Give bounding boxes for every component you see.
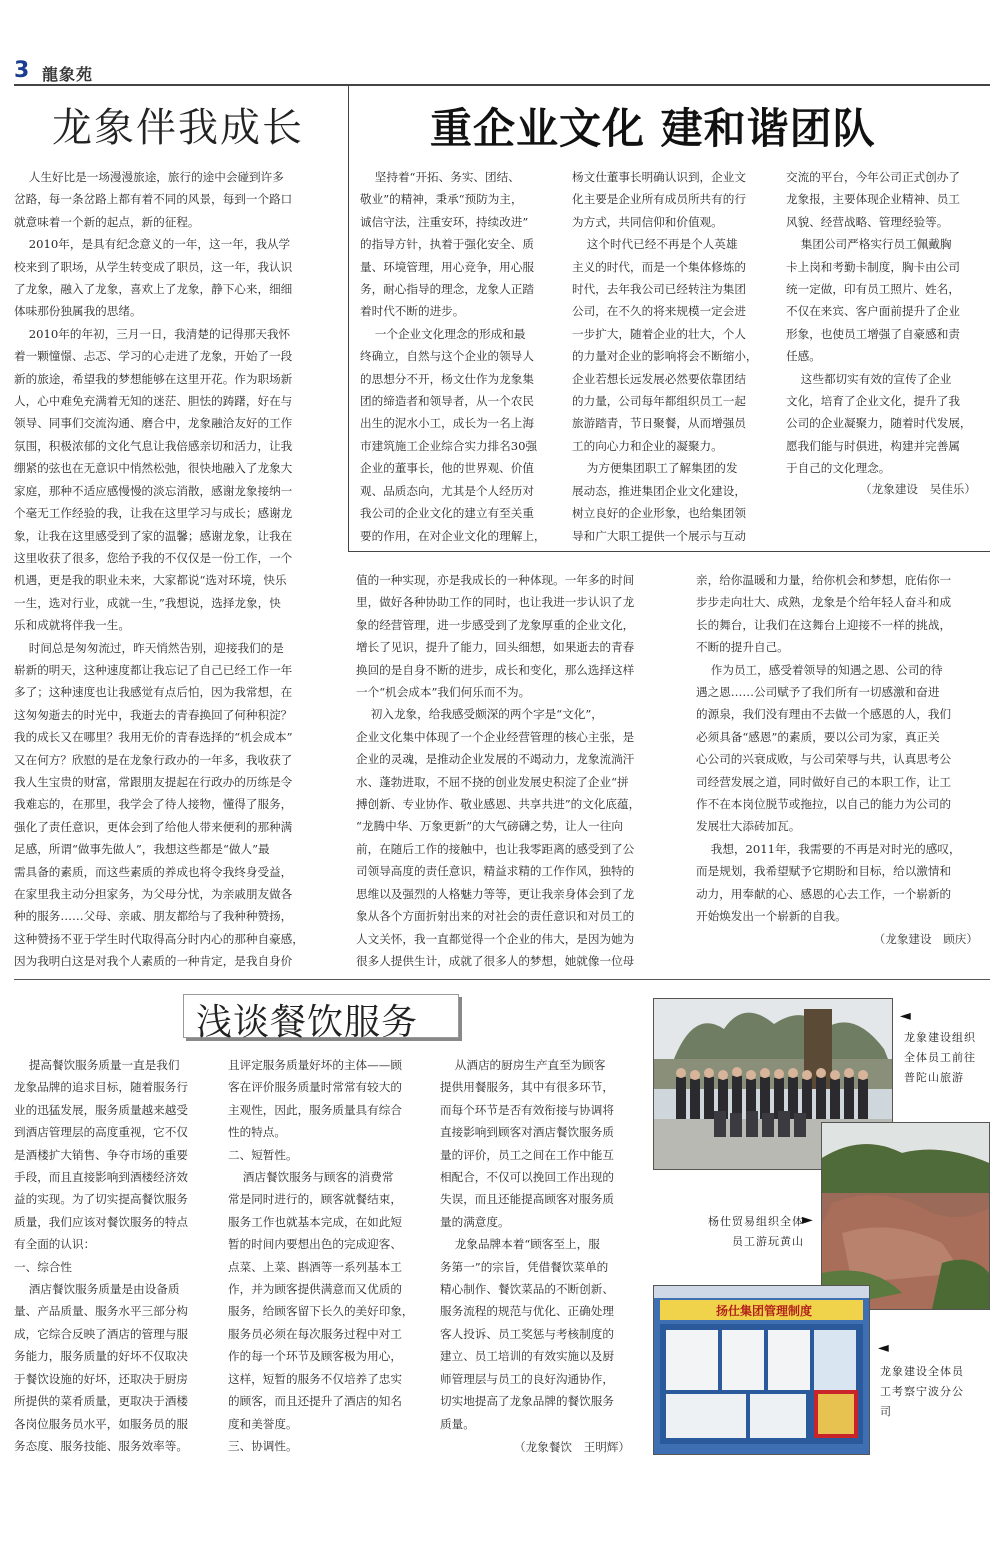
article2-title: 重企业文化 建和谐团队: [430, 104, 876, 153]
article1-column-2: 值的一种实现，亦是我成长的一种体现。一年多的时间 里，做好各种协助工作的同时，也让我进一步认识了龙 象的经营管理，进一步感受到了龙象厚重的企业文化， 增长了见识，提升了能力，回头细想，如果逝去的青春 换回的是自身不断的进步，成长和变化，那么选择这样 一个“机会成本”我们何乐而不为。 初入龙象，给我感受颇深的两个字是“文化”， 企业文化集中体现了一个企业经营管理的核心主张，是 企业的灵魂，是推动企业发展的不竭动力，龙象流淌汗 水、蓬勃进取，不屈不挠的创业发展史积淀了企业“拼 搏创新、专业协作、敬业感恩、共享共进”的文化底蕴， “龙腾中华、万象更新”的大气磅礴之势，让人一往向 前，在随后工作的接触中，也让我零距离的感受到了公 司领导高度的责任意识，精益求精的工作作风，独特的 思维以及强烈的人格魅力等等，更让我亲身体会到了龙 象从各个方面折射出来的对社会的责任意识和对员工的 人文关怀，我一直都觉得一个企业的伟大，是因为她为 很多人提供生计，成就了很多人的梦想，她就像一位母: [356, 573, 641, 968]
article1-column-3: 亲，给你温暖和力量，给你机会和梦想，庇佑你一 步步走向壮大、成熟，龙象是个给年轻人奋斗和成 长的舞台，让我们在这舞台上迎接不一样的挑战， 不断的提升自己。 作为员工，感受着领导的知遇之恩、公司的待 遇之恩……公司赋予了我们所有一切感激和奋进 的源泉，我们没有理由不去做一个感恩的人，我们 必须具备“感恩”的素质，要以公司为家，真正关 心公司的兴衰成败，与公司荣辱与共，认真思考公 司经营发展之道，同时做好自己的本职工作，让工 作不在本岗位脱节或拖拉，以自己的能力为公司的 发展壮大添砖加瓦。 我想，2011年，我需要的不再是对时光的感叹， 而是规划，我希望赋予它期盼和目标，给以激情和 动力，用奉献的心、感恩的心去工作，一个崭新的 开始焕发出一个崭新的自我。: [696, 573, 961, 924]
page-number: 3: [14, 58, 30, 83]
mountain-photo-art: [822, 1123, 989, 1309]
article3-column-2: 且评定服务质量好坏的主体——顾 客在评价服务质量时常常有较大的 主观性，因此，服务质量具有综合 性的特点。 二、短暂性。 酒店餐饮服务与顾客的消费常 常是同时进行的，顾客就餐结束， 服务工作也就基本完成，在如此短 暂的时间内要想出色的完成迎客、 点菜、上菜、斟酒等一系列基本工 作，并为顾客提供满意而又优质的 服务，给顾客留下长久的美好印象， 服务员必须在每次服务过程中对工 作的每一个环节及顾客极为用心， 这样，短暂的服务不仅培养了忠实 的顾客，而且还提升了酒店的知名 度和美誉度。 三、协调性。: [228, 1058, 414, 1453]
mountain-photo-huangshan: [821, 1122, 990, 1310]
section-rule: [14, 979, 990, 980]
article2-frame-left: [348, 86, 349, 552]
caption2-arrow-icon: ►: [802, 1212, 813, 1228]
article2-column-3: 交流的平台，今年公司正式创办了 龙象报，主要体现企业精神、员工 风貌、经营战略、管理经验等。 集团公司严格实行员工佩戴胸 卡上岗和考勤卡制度，胸卡由公司 统一定做，印有员工照片、姓名， 不仅在来宾、客户面前提升了企业 形象，也使员工增强了自豪感和责 任感。 这些都切实有效的宣传了企业 文化，培育了企业文化，提升了我 公司的企业凝聚力，随着时代发展， 愿我们能与时俱进，构建并完善属 于自己的文化理念。: [786, 170, 972, 476]
article2-frame-bottom: [348, 551, 990, 552]
caption-ningbo: 龙象建设全体员 工考察宁波分公 司: [880, 1365, 964, 1418]
article3-column-3: 从酒店的厨房生产直至为顾客 提供用餐服务，其中有很多环节， 而每个环节是否有效衔接与协调将 直接影响到顾客对酒店餐饮服务质 量的评价，员工之间在工作中能互 相配合，不仅可以挽回工作出现的 失误，而且还能提高顾客对服务质 量的满意度。 龙象品牌本着“顾客至上，服 务第一”的宗旨，凭借餐饮菜单的 精心制作、餐饮菜品的不断创新、 服务流程的规范与优化、正确处理 客人投诉、员工奖惩与考核制度的 建立、员工培训的有效实施以及厨 师管理层与员工的良好沟通协作， 切实地提高了龙象品牌的餐饮服务 质量。: [440, 1058, 614, 1431]
notice-board-photo: [653, 1285, 870, 1455]
article1-signature: （龙象建设 顾庆）: [873, 932, 978, 946]
article1-column-1: 人生好比是一场漫漫旅途，旅行的途中会碰到许多 岔路，每一条岔路上都有着不同的风景，每到一个路口 就意味着一个新的起点，新的征程。 2010年，是具有纪念意义的一年，这一年，我从学 校来到了职场，从学生转变成了职员，这一年，我认识 了龙象，融入了龙象，喜欢上了龙象，静下心来，细细 体味那份独属我的思绪。 2010年的年初，三月一日，我清楚的记得那天我怀 着一颗憧憬、忐忑、学习的心走进了龙象，开始了一段 新的旅途，希望我的梦想能够在这里开花。作为职场新 人，心中难免充满着无知的迷茫、胆怯的踌躇，好在与 领导、同事们交流沟通、磨合中，龙象融洽友好的工作 氛围，积极浓郁的文化气息让我倍感亲切和活力，让我 绷紧的弦也在无意识中悄然松弛，很快地融入了龙象大 家庭，那种不适应感慢慢的淡忘消散，感谢龙象接纳一 个毫无工作经验的我，让我在这里学习与成长；感谢龙 象，让我在这里感受到了家的温馨；感谢龙象，让我在 这里收获了很多，您给予我的不仅仅是一份工作，一个 机遇，更是我的职业未来，大家都说“选对环境，快乐 一生，选对行业，成就一生，”我想说，选择龙象，快 乐和成就将伴我一生。 时间总是匆匆流过，昨天悄然告别，迎接我们的是 崭新的明天，这种速度都让我忘记了自己已经工作一年 多了；这种速度也让我感觉有点后怕，因为我常想，在 这匆匆逝去的时光中，我逝去的青春换回了何种积淀？ 我的成长又在哪里？我用无价的青春选择的“机会成本” 又在何方？欣慰的是在龙象行政办的一年多，我收获了 我人生宝贵的财富，常跟朋友提起在行政办的历练是令 我难忘的，在那里，我学会了待人接物，懂得了服务， 强化了责任意识，更体会到了给他人带来便利的那种满 足感，所谓“做事先做人”，我想这些都是“做人”最 需具备的素质，而这些素质的养成也将令我终身受益， 在家里我主动分担家务，为父母分忧，为亲戚朋友做各 种的服务……父母、亲戚、朋友都给与了我种种赞扬， 这种赞扬不亚于学生时代取得高分时内心的那种自豪感， 因为我明白这是对我个人素质的一种肯定，是我自身价: [14, 170, 304, 969]
caption3-arrow-icon: ◄: [878, 1340, 889, 1356]
caption-putuoshan: 龙象建设组织 全体员工前往 普陀山旅游: [904, 1031, 976, 1084]
article2-column-2: 杨文仕董事长明确认识到，企业文 化主要是企业所有成员所共有的行 为方式，共同信仰和价值观。 这个时代已经不再是个人英雄 主义的时代，而是一个集体修炼的 时代，去年我公司已经转注为集团 公司，在不久的将来规模一定会进 一步扩大，随着企业的壮大，个人 的力量对企业的影响将会不断缩小， 企业若想长远发展必然要依靠团结 的力量，公司每年都组织员工一起 旅游踏青，节日聚餐，从而增强员 工的向心力和企业的凝聚力。 为方便集团职工了解集团的发 展动态，推进集团企业文化建设， 树立良好的企业形象，也给集团领 导和广大职工提供一个展示与互动: [572, 170, 758, 543]
article1-title: 龙象伴我成长: [52, 105, 304, 151]
notice-board-title: 扬仕集团管理制度: [715, 1304, 812, 1318]
caption1-arrow-icon: ◄: [900, 1008, 911, 1024]
article3-signature: （龙象餐饮 王明辉）: [514, 1440, 630, 1454]
caption-huangshan: 杨仕贸易组织全体 员工游玩黄山: [708, 1215, 804, 1248]
article3-column-1: 提高餐饮服务质量一直是我们 龙象品牌的追求目标，随着服务行 业的迅猛发展，服务质量越来越受 到酒店管理层的高度重视，它不仅 是酒楼扩大销售、争夺市场的重要 手段，而且直接影响到酒楼经济效 益的实现。为了切实提高餐饮服务 质量，我们应该对餐饮服务的特点 有全面的认识： 一、综合性 酒店餐饮服务质量是由设备质 量、产品质量、服务水平三部分构 成，它综合反映了酒店的管理与服 务能力，服务质量的好坏不仅取决 于餐饮设施的好坏，还取决于厨房 所提供的菜肴质量，更取决于酒楼 各岗位服务员水平，如服务员的服 务态度、服务技能、服务效率等。: [14, 1058, 188, 1453]
article3-title: 浅谈餐饮服务: [196, 1002, 419, 1043]
top-rule: [14, 84, 990, 86]
masthead: 龍象苑: [42, 65, 94, 84]
article2-column-1: 坚持着“开拓、务实、团结、 敬业”的精神，秉承“预防为主， 诚信守法，注重安环，持续改进” 的指导方针，执着于强化安全、质 量、环境管理，用心竞争，用心服 务，耐心指导的理念，龙象人正踏 着时代不断的进步。 一个企业文化理念的形成和最 终确立，自然与这个企业的领导人 的思想分不开，杨文仕作为龙象集 团的缔造者和领导者，从一个农民 出生的泥水小工，成长为一名上海 市建筑施工企业综合实力排名30强 企业的董事长，他的世界观、价值 观、品质态向，尤其是个人经历对 我公司的企业文化的建立有至关重 要的作用，在对企业文化的理解上，: [360, 170, 546, 543]
article2-signature: （龙象建设 吴佳乐）: [860, 482, 976, 496]
